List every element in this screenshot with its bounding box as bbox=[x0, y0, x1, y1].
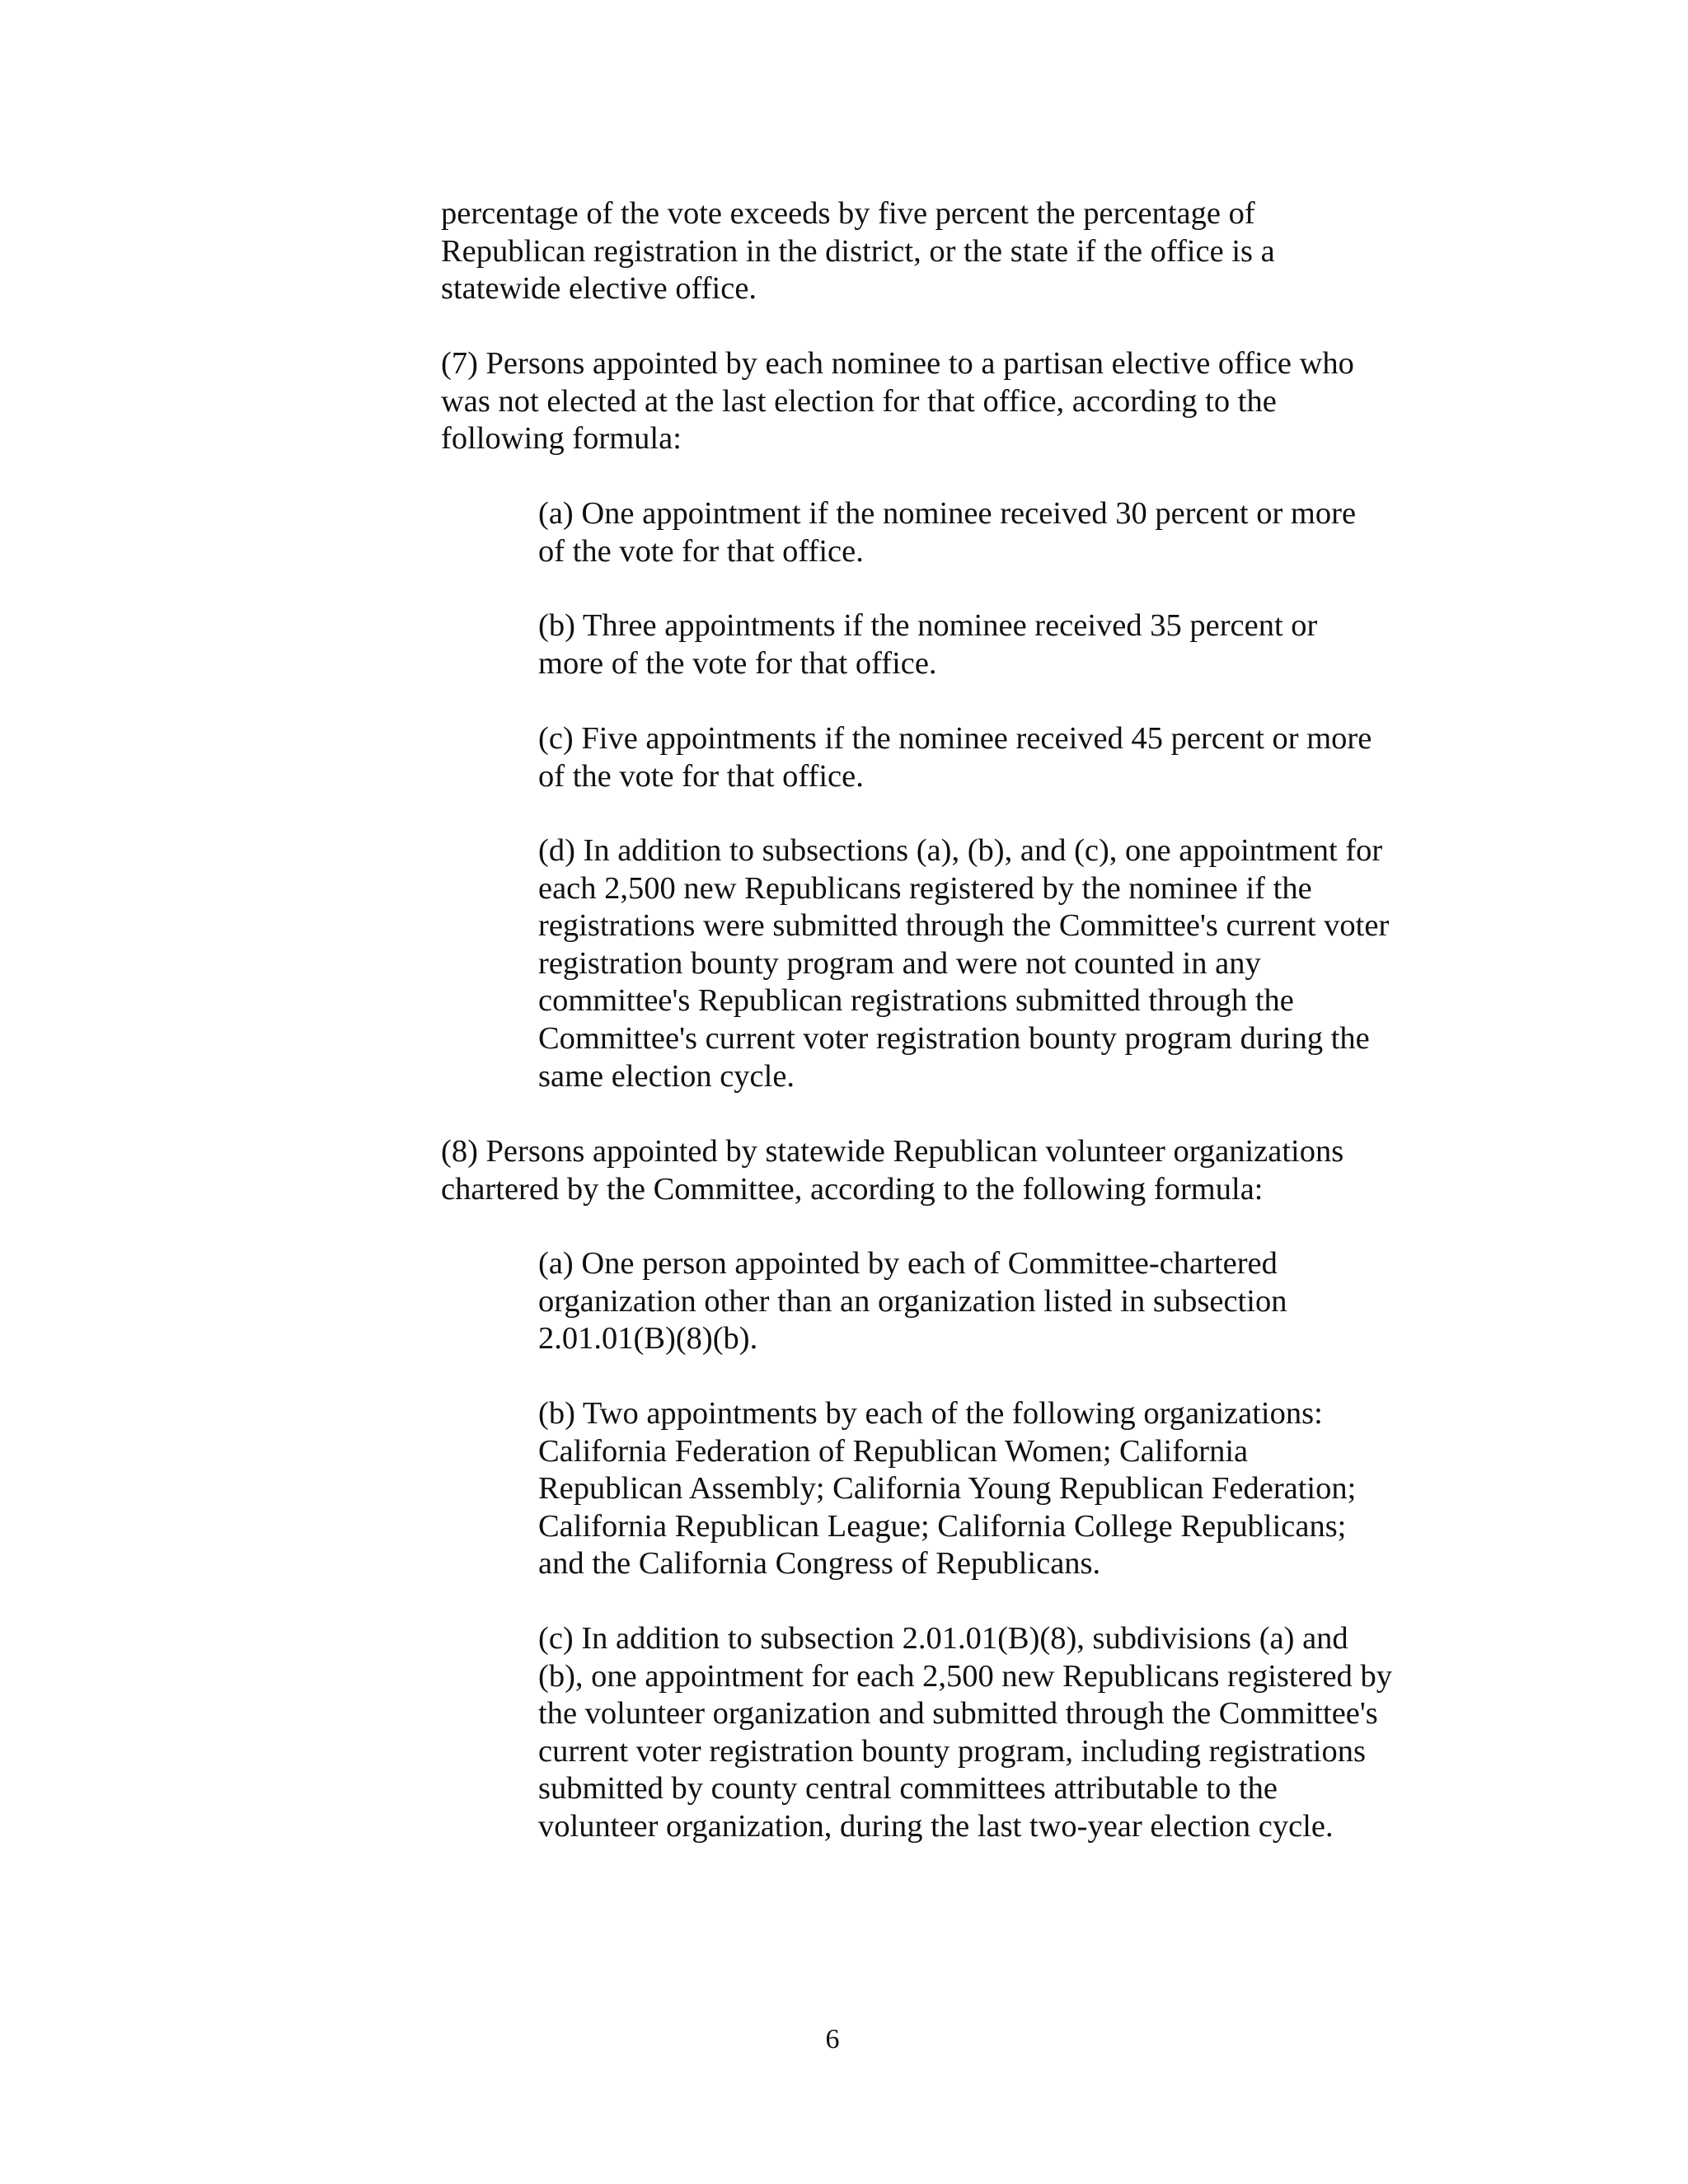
text-line: statewide elective office. bbox=[441, 271, 757, 307]
text-line: Republican Assembly; California Young Republican Federation; bbox=[538, 1471, 1357, 1507]
text-line: (a) One appointment if the nominee received 30 percent or more bbox=[538, 496, 1357, 531]
text-line: (d) In addition to subsections (a), (b), and (c), one appointment for bbox=[538, 833, 1383, 868]
text-line: each 2,500 new Republicans registered by the nominee if the bbox=[538, 870, 1312, 906]
text-line: registrations were submitted through the Committee's current voter bbox=[538, 908, 1390, 944]
paragraph-item-7 bbox=[441, 345, 1354, 458]
text-line: current voter registration bounty program, including registrations bbox=[538, 1733, 1366, 1769]
paragraph-vote-percentage bbox=[441, 195, 1275, 308]
text-line: and the California Congress of Republicans. bbox=[538, 1546, 1101, 1582]
text-line: (8) Persons appointed by statewide Republican volunteer organizations bbox=[441, 1134, 1344, 1169]
paragraph-item-8a bbox=[538, 1245, 1287, 1358]
text-line: the volunteer organization and submitted through the Committee's bbox=[538, 1696, 1378, 1732]
paragraph-item-7d bbox=[538, 832, 1389, 1095]
text-line: was not elected at the last election for that office, according to the bbox=[441, 383, 1277, 419]
paragraph-item-7b bbox=[538, 607, 1317, 682]
text-line: (c) Five appointments if the nominee received 45 percent or more bbox=[538, 721, 1372, 756]
text-line: (b) Two appointments by each of the following organizations: bbox=[538, 1396, 1323, 1431]
text-line: volunteer organization, during the last two-year election cycle. bbox=[538, 1808, 1334, 1844]
text-line: committee's Republican registrations submitted through the bbox=[538, 983, 1294, 1019]
text-line: (7) Persons appointed by each nominee to a partisan elective office who bbox=[441, 346, 1354, 381]
text-line: Committee's current voter registration bounty program during the bbox=[538, 1020, 1370, 1056]
paragraph-item-7c bbox=[538, 720, 1372, 795]
text-line: California Federation of Republican Women; California bbox=[538, 1433, 1249, 1469]
text-line: more of the vote for that office. bbox=[538, 645, 937, 681]
text-line: submitted by county central committees attributable to the bbox=[538, 1771, 1278, 1807]
text-line: (b) Three appointments if the nominee received 35 percent or bbox=[538, 608, 1318, 643]
text-line: Republican registration in the district, or the state if the office is a bbox=[441, 233, 1275, 269]
text-line: chartered by the Committee, according to the following formula: bbox=[441, 1171, 1264, 1207]
text-line: of the vote for that office. bbox=[538, 533, 864, 569]
text-line: (c) In addition to subsection 2.01.01(B)(8), subdivisions (a) and bbox=[538, 1621, 1348, 1656]
text-line: registration bounty program and were not counted in any bbox=[538, 945, 1261, 981]
text-line: percentage of the vote exceeds by five percent the percentage of bbox=[441, 196, 1255, 231]
text-line: California Republican League; California College Republicans; bbox=[538, 1508, 1347, 1544]
text-line: following formula: bbox=[441, 421, 682, 457]
text-line: organization other than an organization listed in subsection bbox=[538, 1283, 1287, 1319]
page-number: 6 bbox=[825, 2024, 840, 2055]
text-line: same election cycle. bbox=[538, 1058, 795, 1094]
text-line: (b), one appointment for each 2,500 new Republicans registered by bbox=[538, 1658, 1392, 1694]
paragraph-item-8 bbox=[441, 1133, 1343, 1208]
text-line: of the vote for that office. bbox=[538, 758, 864, 794]
paragraph-item-8c bbox=[538, 1620, 1392, 1846]
paragraph-item-7a bbox=[538, 495, 1356, 570]
paragraph-item-8b bbox=[538, 1395, 1356, 1583]
text-line: (a) One person appointed by each of Committee-chartered bbox=[538, 1246, 1278, 1281]
text-line: 2.01.01(B)(8)(b). bbox=[538, 1321, 758, 1357]
